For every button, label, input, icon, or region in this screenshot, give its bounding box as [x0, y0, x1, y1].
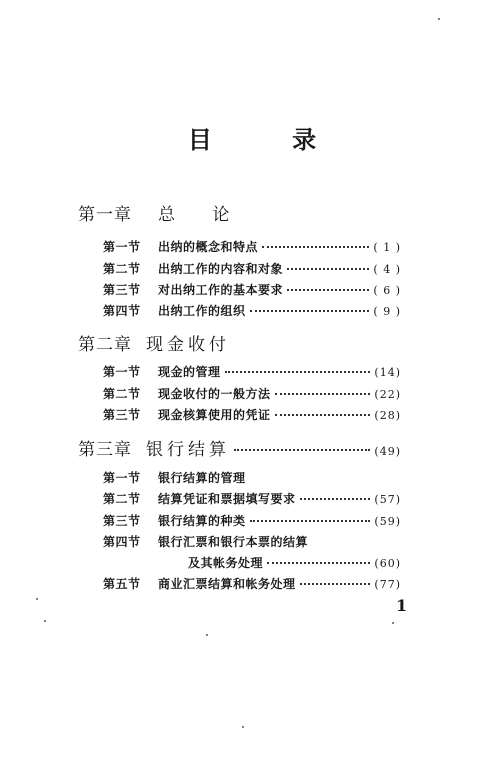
toc-entry-continued: [103, 554, 401, 571]
section-number: 第三节: [103, 514, 141, 528]
section-number: 第二节: [103, 262, 141, 276]
section-title: 结算凭证和票据填写要求: [158, 492, 296, 506]
toc-entry: [103, 490, 401, 507]
section-page: ( 6 ): [373, 284, 401, 297]
dot-leader: [275, 393, 371, 395]
section-title: 商业汇票结算和帐务处理: [158, 577, 296, 591]
section-title: 现金收付的一般方法: [158, 387, 271, 401]
section-title: 出纳工作的内容和对象: [158, 262, 284, 276]
dot-leader: [234, 449, 370, 451]
section-number: 第一节: [103, 365, 141, 379]
section-title: 现金核算使用的凭证: [158, 408, 271, 422]
page-title: 目 录: [187, 125, 353, 154]
dot-leader: [225, 371, 371, 373]
chapter-number: 第二章: [78, 335, 132, 355]
section-number: 第一节: [103, 471, 141, 485]
dot-leader: [287, 268, 369, 270]
section-title: 出纳的概念和特点: [158, 240, 259, 254]
chapter-title: 现金收付: [146, 335, 230, 355]
section-title: 出纳工作的组织: [158, 304, 246, 318]
toc-entry: [103, 533, 401, 550]
chapter-number: 第一章: [78, 205, 132, 225]
section-title: 银行汇票和银行本票的结算: [158, 535, 309, 549]
chapter-title: 总 论: [158, 205, 246, 225]
section-number: 第三节: [103, 283, 141, 297]
dot-leader: [267, 562, 370, 564]
chapter-heading-3: [78, 435, 401, 460]
section-page: (57): [374, 493, 401, 506]
dot-leader: [300, 583, 371, 585]
scan-speck: [206, 634, 208, 636]
dot-leader: [275, 414, 371, 416]
section-title: 银行结算的管理: [158, 471, 246, 485]
chapter-title: 银行结算: [146, 440, 230, 460]
toc-entry: [103, 302, 401, 319]
section-page: ( 1 ): [373, 241, 401, 254]
scan-speck: [242, 726, 244, 728]
section-page: (28): [374, 409, 401, 422]
dot-leader: [262, 246, 369, 248]
section-page: (77): [374, 578, 401, 591]
dot-leader: [250, 310, 370, 312]
section-page: ( 9 ): [373, 305, 401, 318]
toc-entry: [103, 363, 401, 380]
chapter-heading-1: [78, 200, 245, 225]
section-title: 银行结算的种类: [158, 514, 246, 528]
section-number: 第三节: [103, 408, 141, 422]
section-number: 第二节: [103, 387, 141, 401]
scan-speck: [438, 18, 440, 20]
scan-speck: [44, 620, 46, 622]
section-title: 对出纳工作的基本要求: [158, 283, 284, 297]
section-number: 第四节: [103, 535, 141, 549]
toc-entry: [103, 385, 401, 402]
section-title-continued: 及其帐务处理: [188, 556, 264, 570]
chapter-number: 第三章: [78, 440, 132, 460]
section-number: 第二节: [103, 492, 141, 506]
toc-entry: [103, 260, 401, 277]
dot-leader: [250, 520, 371, 522]
section-page: (60): [374, 557, 401, 570]
section-page: (59): [374, 515, 401, 528]
section-page: (22): [374, 388, 401, 401]
section-number: 第四节: [103, 304, 141, 318]
section-number: 第一节: [103, 240, 141, 254]
toc-entry: [103, 469, 401, 486]
section-number: 第五节: [103, 577, 141, 591]
toc-entry: [103, 281, 401, 298]
chapter-heading-2: [78, 330, 230, 355]
toc-entry: [103, 406, 401, 423]
section-page: (14): [374, 366, 401, 379]
dot-leader: [287, 289, 369, 291]
toc-entry: [103, 238, 401, 255]
chapter-page: (49): [374, 445, 401, 458]
page-number: 1: [396, 596, 408, 615]
scan-speck: [392, 622, 394, 624]
section-title: 现金的管理: [158, 365, 221, 379]
scan-speck: [36, 598, 38, 600]
toc-entry: [103, 512, 401, 529]
section-page: ( 4 ): [373, 263, 401, 276]
toc-entry: [103, 575, 401, 592]
dot-leader: [300, 498, 371, 500]
